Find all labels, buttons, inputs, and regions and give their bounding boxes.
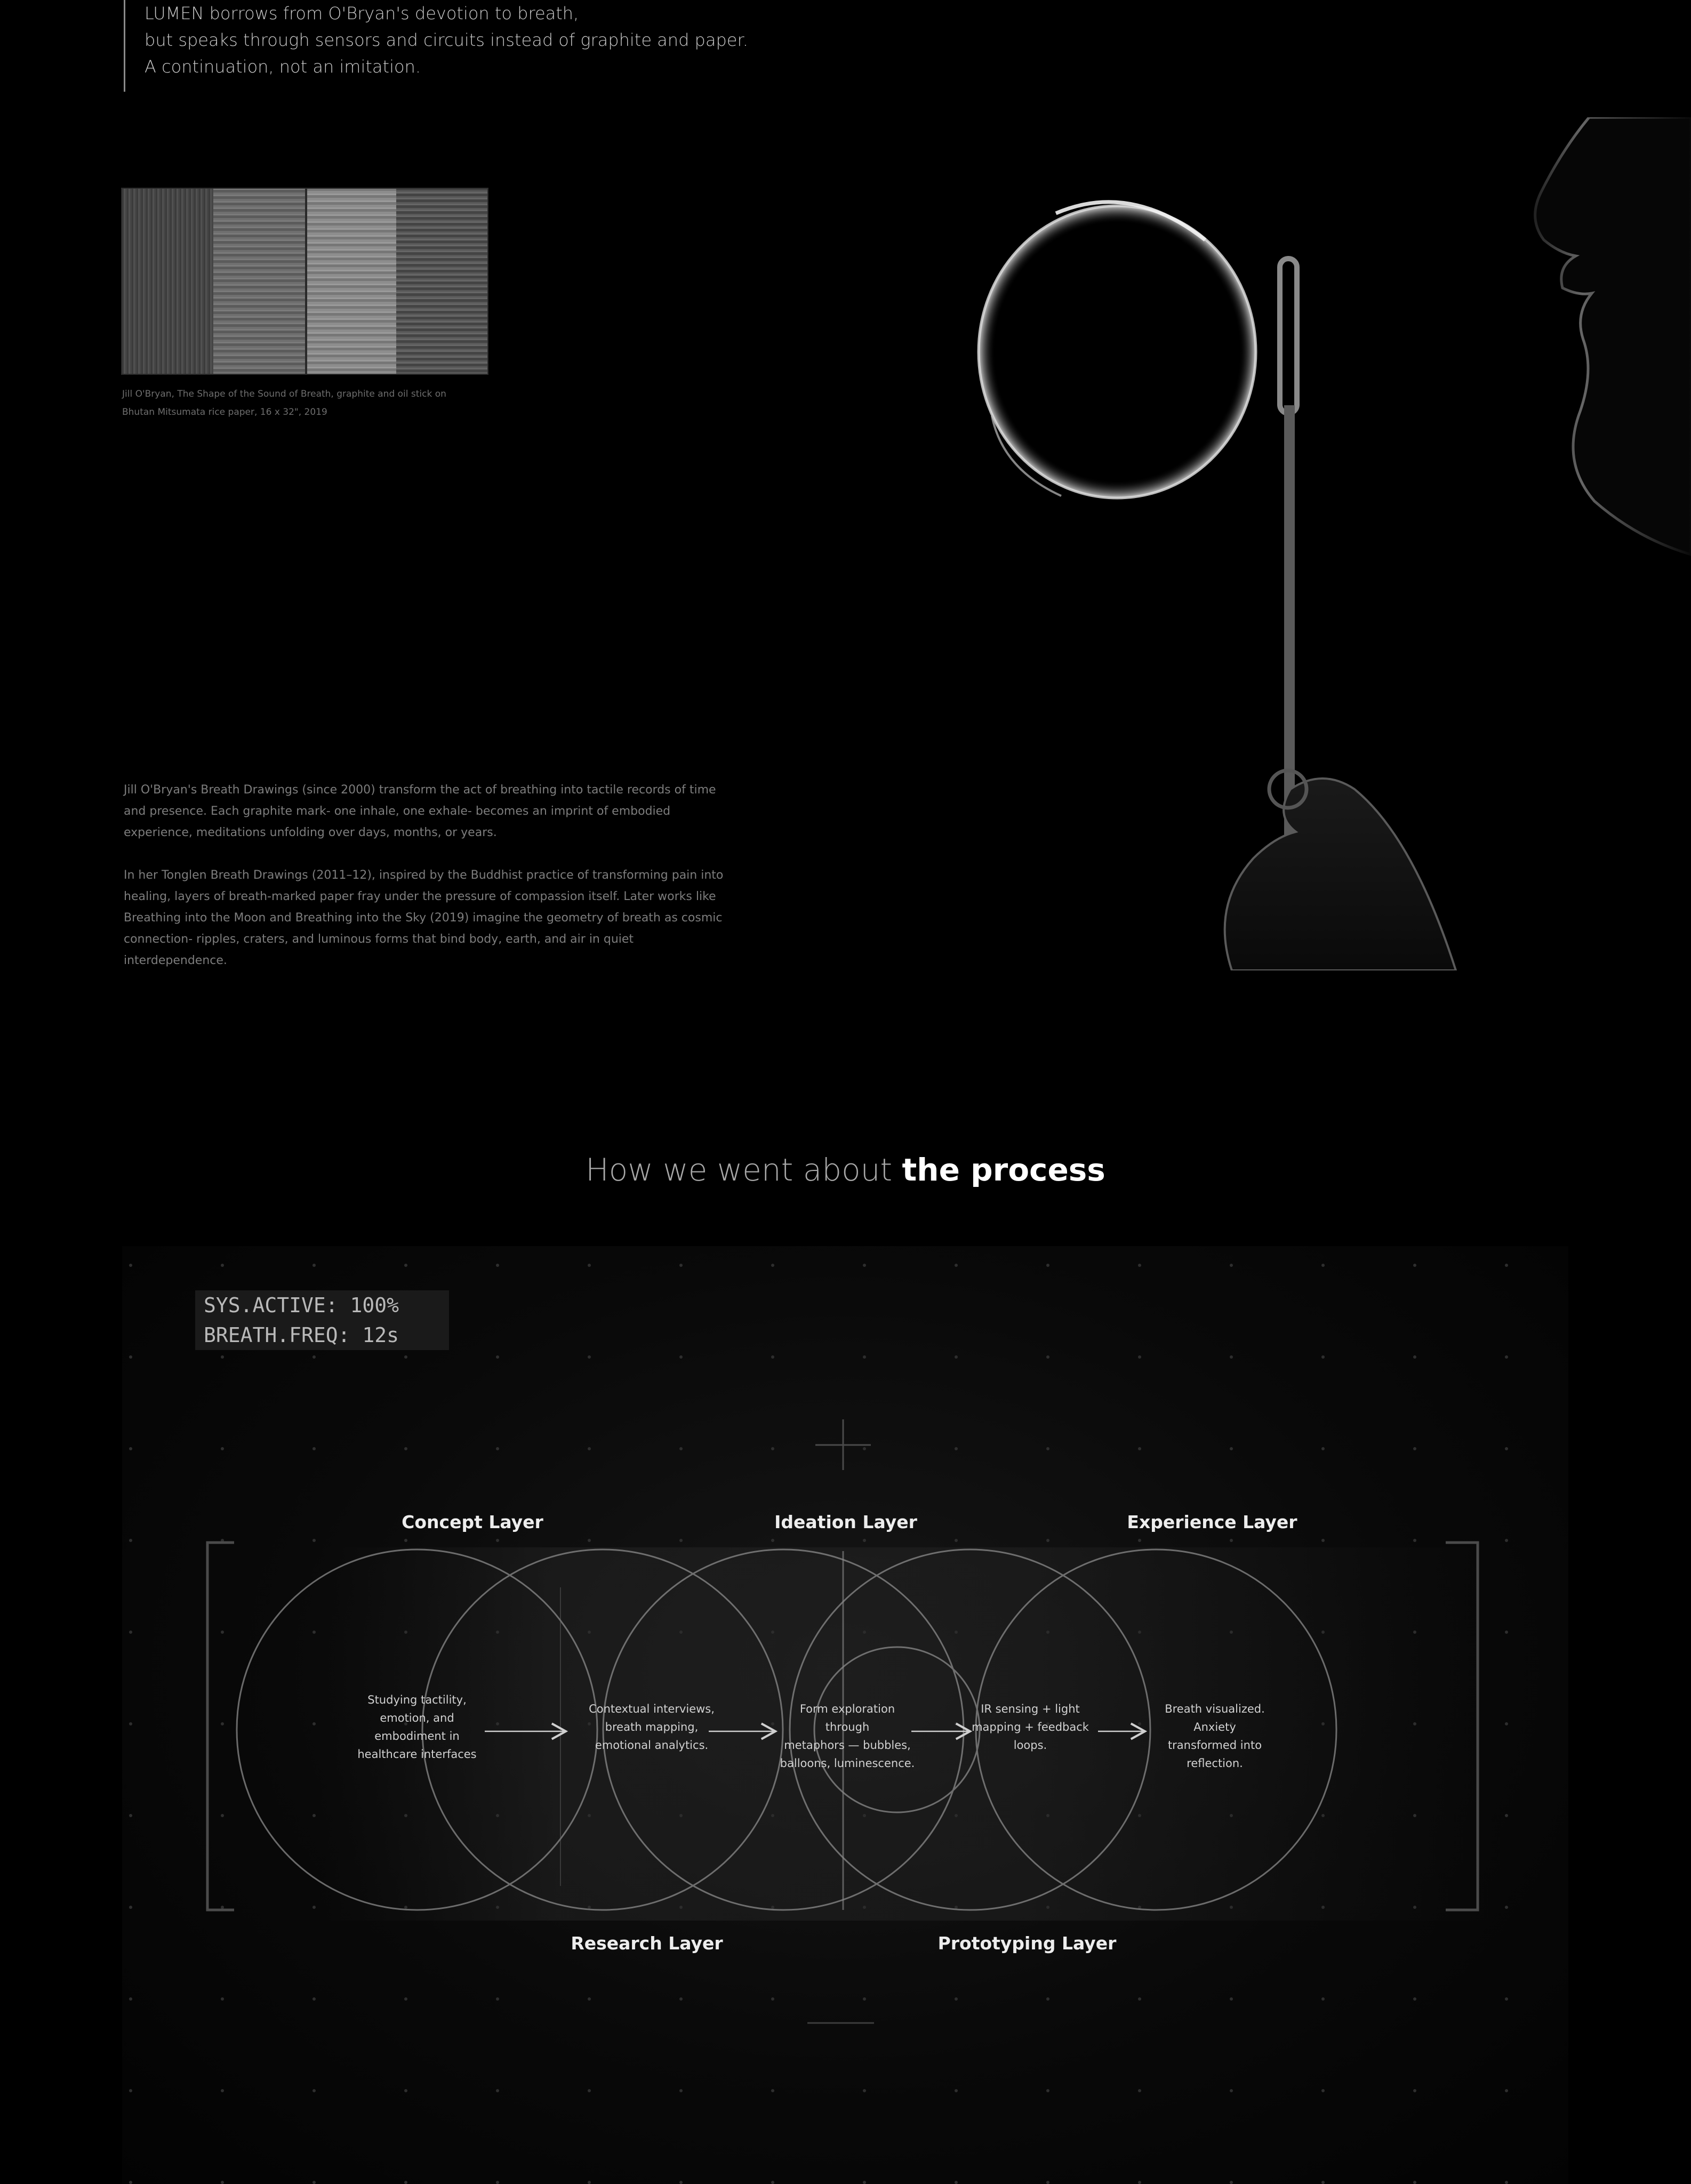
- wand-loop: [1280, 259, 1297, 413]
- caption-line: Jill O'Bryan, The Shape of the Sound of Breath, graphite and oil stick on: [122, 389, 446, 399]
- status-active: SYS.ACTIVE: 100%: [204, 1294, 399, 1317]
- layer-title-prototyping: Prototyping Layer: [937, 1933, 1117, 1954]
- caption-line: Bhutan Mitsumata rice paper, 16 x 32", 2019: [122, 407, 327, 417]
- artwork-panel: [122, 189, 213, 374]
- stage-experience-text: Breath visualized. Anxiety transformed into reflection.: [1165, 1703, 1265, 1770]
- intro-line: A continuation, not an imitation.: [145, 57, 421, 77]
- bubble-photo: [901, 117, 1691, 970]
- hand-silhouette: [1225, 778, 1456, 970]
- layer-title-ideation: Ideation Layer: [774, 1512, 917, 1532]
- status-frequency: BREATH.FREQ: 12s: [204, 1323, 399, 1347]
- body-paragraph-2: In her Tonglen Breath Drawings (2011–12), inspired by the Buddhist practice of transforming pain into healing, layers of breath-marked paper fray under the pressure of compassion itself. Later works like Breathing into the Moon and Breathing into the Sky (2019) imagine the geometry of breath as cosmic connection- ripples, craters, and luminous forms that bind body, earth, and air in quiet interdependence.: [124, 869, 724, 967]
- heading-bold: the process: [902, 1152, 1105, 1188]
- face-silhouette: [1535, 117, 1691, 555]
- body-paragraph-1: Jill O'Bryan's Breath Drawings (since 2000) transform the act of breathing into tactile records of time and presence. Each graphite mark- one inhale, one exhale- becomes an imprint of embodied experience, meditations unfolding over days, months, or years.: [124, 783, 716, 839]
- artwork-panel: [396, 189, 487, 374]
- layer-title-concept: Concept Layer: [402, 1512, 543, 1532]
- intro-quote: [124, 0, 764, 92]
- artwork-panel: [213, 189, 304, 374]
- layer-title-research: Research Layer: [571, 1933, 723, 1954]
- stage-research-text: Contextual interviews, breath mapping, emotional analytics.: [589, 1703, 715, 1752]
- stage-prototyping-text: IR sensing + light mapping + feedback loops.: [972, 1703, 1089, 1752]
- intro-line: but speaks through sensors and circuits instead of graphite and paper.: [145, 30, 748, 50]
- artwork-caption: [122, 385, 495, 421]
- layer-title-experience: Experience Layer: [1127, 1512, 1297, 1532]
- process-heading: [0, 1152, 1691, 1188]
- stage-concept-text: Studying tactility, emotion, and embodiment in healthcare interfaces: [357, 1693, 477, 1761]
- intro-line: LUMEN borrows from O'Bryan's devotion to breath,: [145, 3, 579, 23]
- status-readout: [195, 1290, 449, 1350]
- stage-ideation-text: Form exploration through metaphors — bubbles, balloons, luminescence.: [780, 1703, 915, 1770]
- heading-light: How we went about: [586, 1152, 902, 1188]
- artwork-panel: [305, 189, 396, 374]
- bubble-shape: [979, 206, 1256, 498]
- artwork-image: [122, 189, 487, 374]
